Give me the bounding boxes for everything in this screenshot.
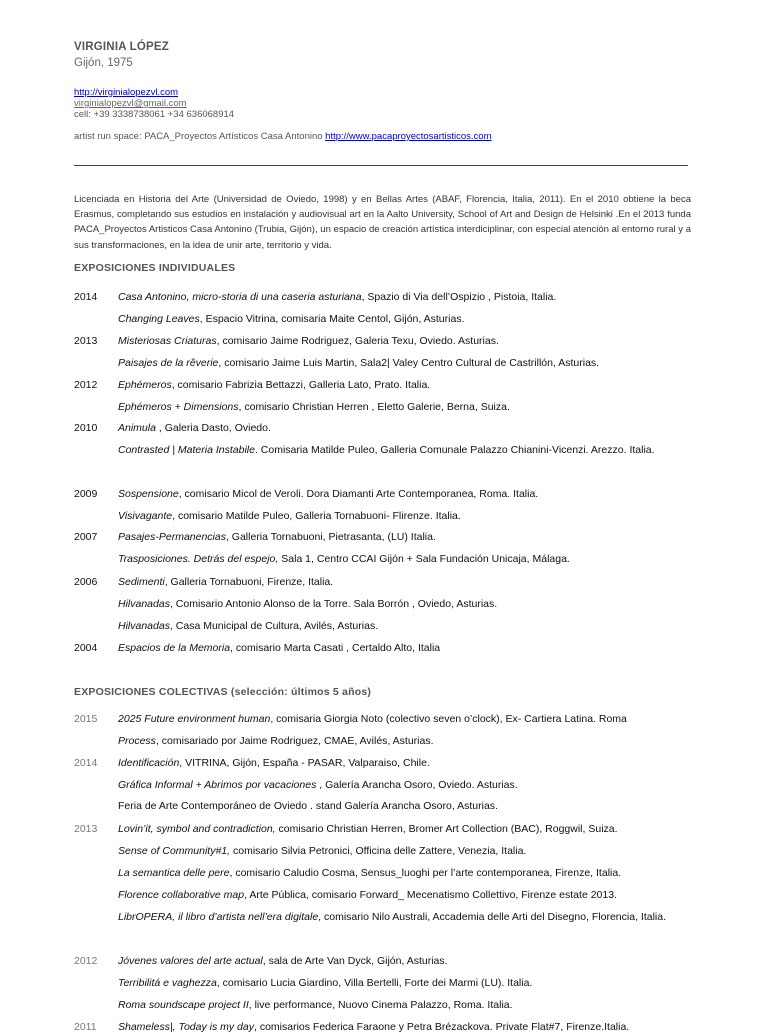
exhibition-entry: [118, 598, 497, 610]
exhibition-entry: [118, 379, 430, 391]
exhibition-year: 2012: [74, 379, 98, 391]
exhibition-title: Pasajes-Permanencias: [118, 531, 226, 543]
exhibition-details: comisario Christian Herren, Bromer Art Collection (BAC), Roggwil, Suiza.: [275, 823, 618, 835]
exhibition-details: , Galleria Tornabuoni, Firenze, Italia.: [164, 576, 334, 588]
exhibition-year: 2010: [74, 422, 98, 434]
exhibition-year: 2013: [74, 335, 98, 347]
exhibition-entry: [118, 553, 570, 565]
exhibition-title: Trasposiciones. Detrás del espejo,: [118, 553, 279, 565]
exhibition-entry: [118, 889, 617, 901]
exhibition-title: Ephémeros: [118, 379, 172, 391]
exhibition-entry: [118, 291, 556, 303]
exhibition-details: Feria de Arte Contemporáneo de Oviedo . stand Galería Arancha Osoro, Asturias.: [118, 800, 498, 812]
exhibition-details: , comisarios Federica Faraone y Petra Brézackova. Private Flat#7, Firenze.Italia.: [253, 1021, 630, 1033]
exhibition-entry: [118, 422, 271, 434]
exhibition-details: , live performance, Nuovo Cinema Palazzo, Roma. Italia.: [248, 999, 513, 1011]
exhibition-details: , comisario Lucia Giardino, Villa Bertelli, Forte dei Marmi (LU). Italia.: [216, 977, 533, 989]
exhibition-entry: [118, 620, 378, 632]
exhibition-entry: [118, 823, 618, 835]
exhibition-details: , comisario Fabrizia Bettazzi, Galleria Lato, Prato. Italia.: [171, 379, 431, 391]
exhibition-title: Florence collaborative map: [118, 889, 245, 901]
exhibition-title: Animula: [118, 422, 156, 434]
exhibition-title: Contrasted | Materia Instabile: [118, 444, 255, 456]
exhibition-title: Paisajes de la rêverie: [118, 357, 219, 369]
exhibition-title: Gráfica Informal + Abrimos por vacaciones: [118, 779, 317, 791]
exhibition-entry: [118, 867, 621, 879]
exhibition-title: Sense of Community#1,: [118, 845, 231, 857]
exhibition-details: , Galería Arancha Osoro, Oviedo. Asturias.: [316, 779, 518, 791]
exhibition-entry: [118, 401, 510, 413]
exhibition-details: , comisaria Giorgia Noto (colectivo seven o’clock), Ex- Cartiera Latina. Roma: [270, 713, 627, 725]
exhibition-details: , Espacio Vitrina, comisaria Maite Centol, Gijón, Asturias.: [199, 313, 465, 325]
contact-phones: cell: +39 3338738061 +34 636068914: [74, 109, 235, 120]
artist-space-label: artist run space: PACA_Proyectos Artísticos Casa Antonino: [74, 131, 326, 142]
exhibition-details: , comisario Marta Casati , Certaldo Alto, Italia: [230, 642, 441, 654]
exhibition-details: , Galeria Dasto, Oviedo.: [155, 422, 271, 434]
exhibition-title: Hilvanadas: [118, 620, 170, 632]
exhibition-entry: [118, 1021, 629, 1033]
artist-name: VIRGINIA LÓPEZ: [74, 41, 170, 53]
exhibition-details: . Comisaria Matilde Puleo, Galleria Comunale Palazzo Chianini-Vicenzi. Arezzo. Italia.: [254, 444, 655, 456]
exhibition-entry: [118, 845, 526, 857]
artist-space-line: [74, 131, 492, 142]
exhibition-entry: [118, 779, 518, 791]
exhibition-title: Identificación: [118, 757, 180, 769]
exhibition-year: 2012: [74, 955, 98, 967]
section-title-individual: EXPOSICIONES INDIVIDUALES: [74, 262, 236, 274]
exhibition-details: , Comisario Antonio Alonso de la Torre. Sala Borrón , Oviedo, Asturias.: [169, 598, 498, 610]
exhibition-details: , comisario Jaime Luis Martin, Sala2| Valey Centro Cultural de Castrillón, Asturias.: [218, 357, 600, 369]
exhibition-title: Casa Antonino, micro-storia di una caseria asturiana: [118, 291, 362, 303]
exhibition-title: Hilvanadas: [118, 598, 170, 610]
exhibition-details: , Spazio di Via dell’Ospizio , Pistoia, Italia.: [361, 291, 557, 303]
exhibition-title: Visivagante: [118, 510, 173, 522]
exhibition-title: 2025 Future environment human: [118, 713, 271, 725]
exhibition-entry: [118, 906, 693, 928]
exhibition-entry: [118, 977, 532, 989]
exhibition-title: Ephémeros + Dimensions: [118, 401, 239, 413]
exhibition-title: Roma soundscape project II: [118, 999, 249, 1011]
exhibition-details: , Casa Municipal de Cultura, Avilés, Asturias.: [169, 620, 379, 632]
exhibition-entry: [118, 313, 465, 325]
exhibition-details: , comisario Caludio Cosma, Sensus_luoghi per l’arte contemporanea, Firenze, Italia.: [229, 867, 622, 879]
exhibition-entry: [118, 735, 434, 747]
biography-paragraph: Licenciada en Historia del Arte (Universidad de Oviedo, 1998) y en Bellas Artes (ABAF, Florencia, Italia, 2011). En el 2010 obtiene la beca Erasmus, completando sus estudios en instalación y audiovisual art en la Aalto University, School of Art and Design de Helsinki .En el 2013 funda PACA_Proyectos Artisticos Casa Antonino (Trubia, Gijón), un espacio de creación artística interdiciplinar, con especial atención al entorno rural y a sus transformaciones, en la idea de unir arte, territorio y vida.: [74, 194, 691, 251]
exhibition-year: 2009: [74, 488, 98, 500]
exhibition-entry: [118, 713, 627, 725]
exhibition-entry: [118, 999, 513, 1011]
exhibition-details: , comisario Micol de Veroli. Dora Diamanti Arte Contemporanea, Roma. Italia.: [178, 488, 539, 500]
contact-email-line: [74, 98, 187, 109]
contact-website-line: [74, 87, 178, 98]
exhibition-year: 2013: [74, 823, 98, 835]
exhibition-entry: [118, 576, 333, 588]
exhibition-details: , Arte Pública, comisario Forward_ Mecenatismo Collettivo, Firenze estate 2013.: [244, 889, 617, 901]
exhibition-year: 2014: [74, 291, 98, 303]
exhibition-entry: [118, 510, 461, 522]
exhibition-entry: [118, 955, 448, 967]
exhibition-year: 2015: [74, 713, 98, 725]
exhibition-entry: [118, 488, 538, 500]
exhibition-entry: [118, 642, 440, 654]
exhibition-entry: [118, 439, 693, 461]
exhibition-details: , comisario Christian Herren , Eletto Galerie, Berna, Suiza.: [238, 401, 510, 413]
exhibition-title: Shameless|, Today is my day: [118, 1021, 254, 1033]
website-link[interactable]: http://virginialopezvl.com: [74, 87, 179, 98]
exhibition-title: Process: [118, 735, 156, 747]
section-title-collective: EXPOSICIONES COLECTIVAS (selección: últimos 5 años): [74, 686, 372, 698]
exhibition-entry: [118, 531, 436, 543]
exhibition-title: Misteriosas Criaturas: [118, 335, 217, 347]
email-link[interactable]: virginialopezvl@gmail.com: [74, 98, 187, 109]
artist-space-link[interactable]: http://www.pacaproyectosartisticos.com: [325, 131, 492, 142]
exhibition-details: , comisario Matilde Puleo, Galleria Tornabuoni- Flirenze. Italia.: [172, 510, 461, 522]
exhibition-details: , Galleria Tornabuoni, Pietrasanta, (LU) Italia.: [225, 531, 436, 543]
exhibition-details: , VITRINA, Gijón, España - PASAR, Valparaiso, Chile.: [179, 757, 430, 769]
exhibition-title: Espacios de la Memoria: [118, 642, 231, 654]
exhibition-details: Sala 1, Centro CCAI Gijón + Sala Fundación Unicaja, Málaga.: [278, 553, 570, 565]
exhibition-title: LibrOPERA, il libro d’artista nell’era digitale: [118, 911, 319, 923]
exhibition-details: , comisario Nilo Australi, Accademia delle Arti del Disegno, Florencia, Italia.: [318, 911, 666, 923]
exhibition-entry: [118, 757, 430, 769]
exhibition-entry: [118, 357, 599, 369]
header-divider: [74, 165, 688, 166]
exhibition-year: 2014: [74, 757, 98, 769]
exhibition-entry: [118, 800, 498, 812]
exhibition-details: , comisario Jaime Rodriguez, Galeria Texu, Oviedo. Asturias.: [216, 335, 499, 347]
exhibition-details: comisario Silvia Petronici, Officina delle Zattere, Venezia, Italia.: [230, 845, 527, 857]
exhibition-year: 2006: [74, 576, 98, 588]
exhibition-entry: [118, 335, 499, 347]
exhibition-details: , sala de Arte Van Dyck, Gijón, Asturias.: [262, 955, 448, 967]
exhibition-title: Sedimenti: [118, 576, 165, 588]
exhibition-year: 2011: [74, 1021, 97, 1033]
exhibition-title: Jóvenes valores del arte actual: [118, 955, 263, 967]
exhibition-details: , comisariado por Jaime Rodriguez, CMAE, Avilés, Asturias.: [155, 735, 434, 747]
exhibition-title: Changing Leaves: [118, 313, 200, 325]
exhibition-title: La semantica delle pere: [118, 867, 230, 879]
exhibition-year: 2004: [74, 642, 98, 654]
exhibition-title: Lovin’it, symbol and contradiction,: [118, 823, 276, 835]
exhibition-year: 2007: [74, 531, 98, 543]
exhibition-title: Sospensione: [118, 488, 179, 500]
birth-info: Gijón, 1975: [74, 57, 133, 69]
exhibition-title: Terribilitá e vaghezza: [118, 977, 217, 989]
